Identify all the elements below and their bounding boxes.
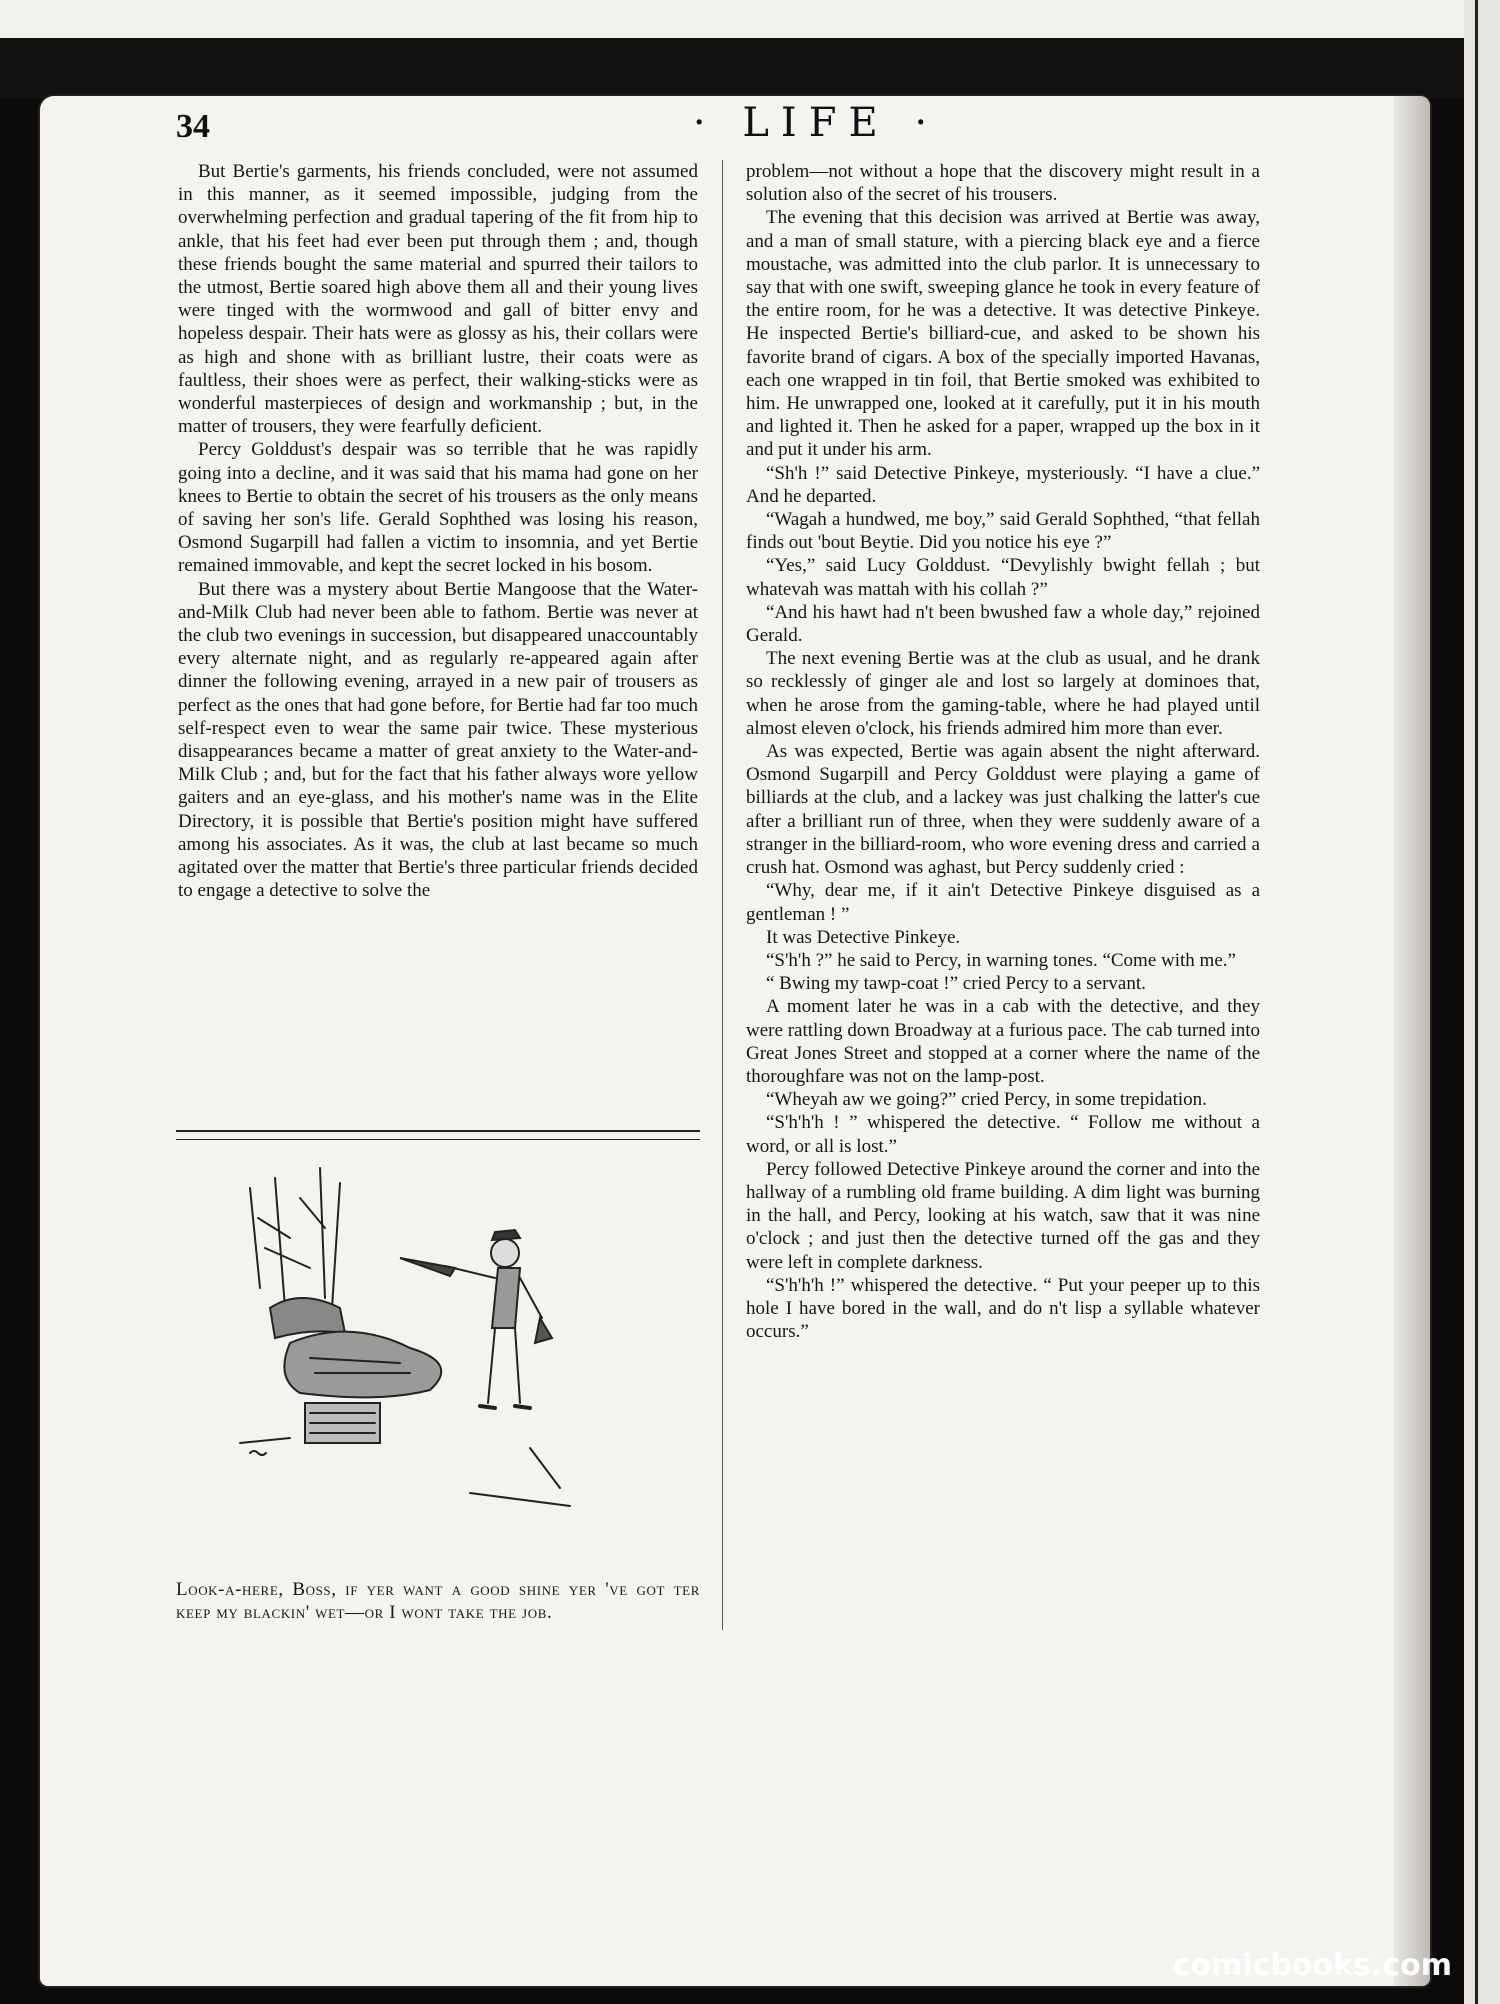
right-page-edge <box>1464 0 1500 2004</box>
masthead-title: · LIFE · <box>692 100 940 146</box>
right-paragraph: As was expected, Bertie was again absent the night afterward. Osmond Sugarpill and Percy Golddust were playing a game of billiards at the club, and a lackey was just chalking the latter's cue after a brilliant run of three, when they were suddenly aware of a stranger in the billiard-room, who wore evening dress and carried a crush hat. Osmond was aghast, but Percy suddenly cried : <box>746 741 1260 879</box>
left-paragraph: Percy Golddust's despair was so terrible that he was rapidly going into a decline, and it was said that his mama had gone on her knees to Bertie to obtain the secret of his trousers as the only means of saving her son's life. Gerald Sophthed was losing his reason, Osmond Sugarpill had fallen a victim to insomnia, and yet Bertie remained immovable, and kept the secret locked in his bosom. <box>178 439 698 577</box>
bootblack-illustration <box>230 1158 650 1513</box>
right-paragraph: It was Detective Pinkeye. <box>766 926 961 948</box>
watermark: comicbooks.com <box>1172 1948 1452 1983</box>
left-paragraph: But there was a mystery about Bertie Mangoose that the Water-and-Milk Club had never been able to fathom. Bertie was never at the club two evenings in succession, but disappeared unaccountably every alternate night, and as regularly re-appeared again after dinner the following evening, arrayed in a new pair of trousers as perfect as the ones that had gone before, for Bertie had far too much self-respect even to wear the same pair twice. These mysterious disappearances became a matter of great anxiety to the Water-and-Milk Club ; and, but for the fact that his father always wore yellow gaiters and an eye-glass, and his mother's name was in the Elite Directory, it is possible that Bertie's position might have suffered among his associates. As it was, the club at last became so much agitated over the matter that Bertie's three particular friends decided to engage a detective to solve the <box>178 578 698 902</box>
right-paragraph: “Yes,” said Lucy Golddust. “Devylishly bwight fellah ; but whatevah was mattah with his collah ?” <box>746 555 1260 600</box>
binding-shadow <box>0 38 1500 98</box>
right-paragraph: A moment later he was in a cab with the detective, and they were rattling down Broadway at a furious pace. The cab turned into Great Jones Street and stopped at a corner where the name of the thoroughfare was not on the lamp-post. <box>746 996 1260 1087</box>
bootblack-drawing <box>230 1158 650 1513</box>
top-page-edge <box>0 0 1500 38</box>
right-paragraph: “Wagah a hundwed, me boy,” said Gerald Sophthed, “that fellah finds out 'bout Beytie. Did you notice his eye ?” <box>746 509 1260 554</box>
right-paragraph: “S'h'h ?” he said to Percy, in warning tones. “Come with me.” <box>766 949 1236 971</box>
right-paragraph: “S'h'h'h !” whispered the detective. “ Put your peeper up to this hole I have bored in the wall, and do n't lisp a syllable whatever occurs.” <box>746 1274 1260 1343</box>
column-divider <box>722 160 723 1630</box>
right-paragraph: “ Bwing my tawp-coat !” cried Percy to a servant. <box>766 973 1146 995</box>
left-column <box>178 160 698 903</box>
right-paragraph: “And his hawt had n't been bwushed faw a whole day,” rejoined Gerald. <box>746 601 1260 647</box>
page-header <box>176 100 1286 156</box>
right-paragraph: Percy followed Detective Pinkeye around the corner and into the hallway of a rumbling old frame building. A dim light was burning in the hall, and Percy, looking at his watch, saw that it was nine o'clock ; and just then the detective turned off the gas and they were left in complete darkness. <box>746 1158 1260 1273</box>
right-paragraph: problem—not without a hope that the discovery might result in a solution also of the secret of his trousers. <box>746 161 1260 206</box>
illustration-caption: Look-a-here, Boss, if yer want a good shine yer 've got ter keep my blackin' wet—or I wont take the job. <box>176 1579 700 1623</box>
right-paragraph: The evening that this decision was arrived at Bertie was away, and a man of small stature, with a piercing black eye and a fierce moustache, was admitted into the club parlor. It is unnecessary to say that with one swift, sweeping glance he took in every feature of the entire room, for he was a detective. It was detective Pinkeye. He inspected Bertie's billiard-cue, and asked to be shown his favorite brand of cigars. A box of the specially imported Havanas, each one wrapped in tin foil, that Bertie smoked was exhibited to him. He unwrapped one, looked at it carefully, put it in his mouth and lighted it. Then he asked for a paper, wrapped up the box in it and put it under his arm. <box>746 207 1260 461</box>
right-paragraph: “Wheyah aw we going?” cried Percy, in some trepidation. <box>766 1089 1207 1111</box>
page-curl-shade <box>1394 96 1430 1986</box>
right-paragraph: “Why, dear me, if it ain't Detective Pinkeye disguised as a gentleman ! ” <box>746 880 1260 925</box>
left-paragraph: But Bertie's garments, his friends concluded, were not assumed in this manner, as it seemed impossible, judging from the overwhelming perfection and gradual tapering of the fit from hip to ankle, that his feet had ever been put through them ; and, though these friends bought the same material and spurred their tailors to the utmost, Bertie soared high above them all and their young lives were tinged with the wormwood and gall of bitter envy and hopeless despair. Their hats were as glossy as his, their collars were as high and shone with as brilliant lustre, their coats were as faultless, their shoes were as perfect, their walking-sticks were as wonderful masterpieces of design and workmanship ; but, in the matter of trousers, they were fearfully deficient. <box>178 161 698 438</box>
right-edge-line <box>1475 0 1478 2004</box>
right-paragraph: “Sh'h !” said Detective Pinkeye, mysteriously. “I have a clue.” And he departed. <box>746 462 1260 507</box>
right-column <box>746 160 1260 1343</box>
right-paragraph: “S'h'h'h ! ” whispered the detective. “ Follow me without a word, or all is lost.” <box>746 1112 1260 1157</box>
double-rule <box>176 1130 700 1140</box>
page-number: 34 <box>176 108 210 145</box>
right-paragraph: The next evening Bertie was at the club as usual, and he drank so recklessly of ginger ale and lost so largely at dominoes that, when he arose from the gaming-table, where he had played until almost eleven o'clock, his friends admired him more than ever. <box>746 648 1260 739</box>
